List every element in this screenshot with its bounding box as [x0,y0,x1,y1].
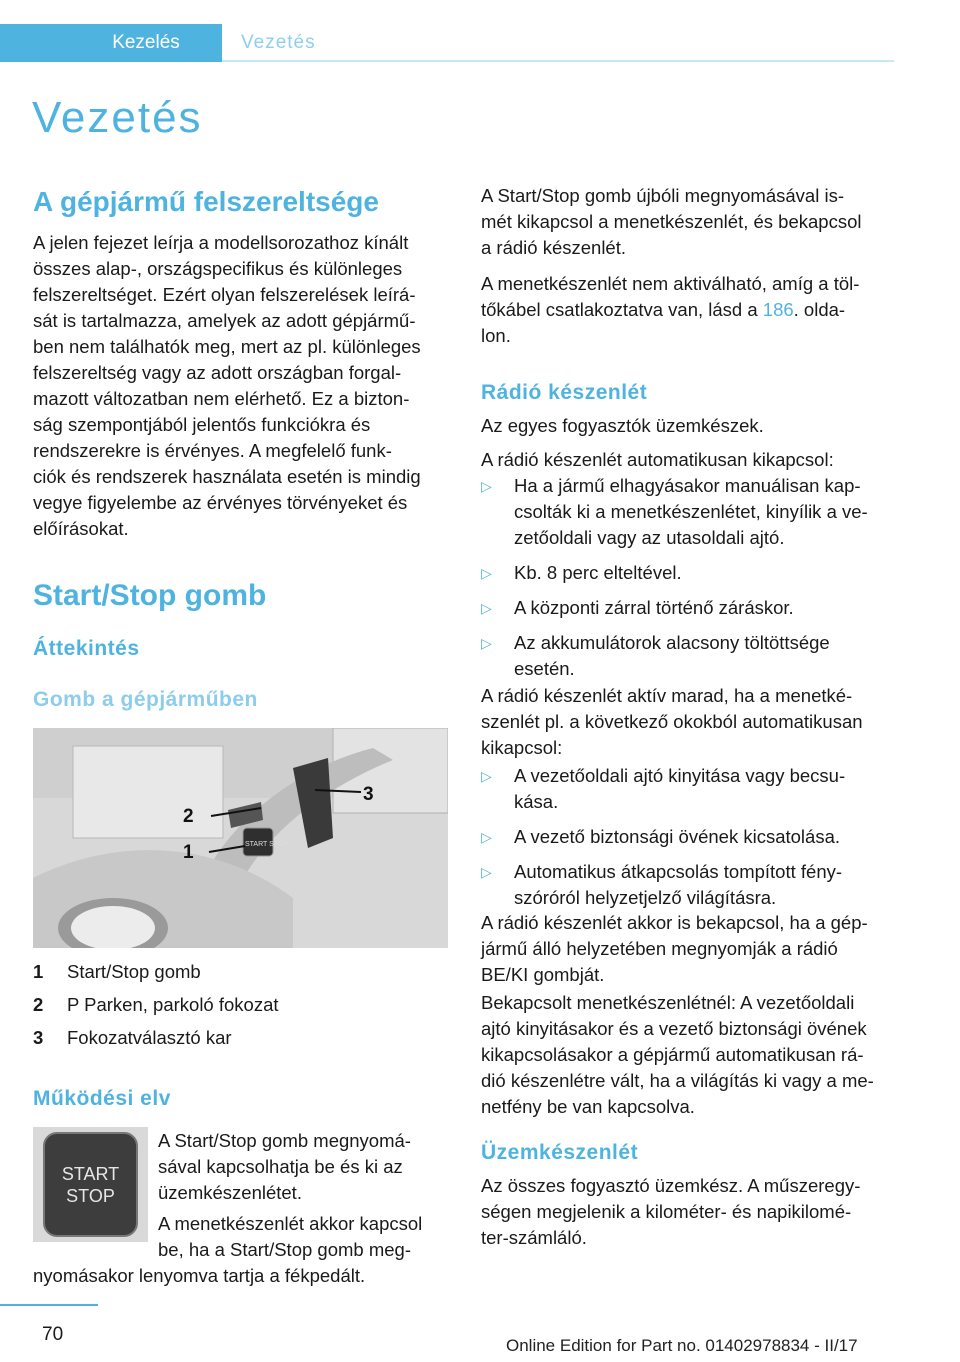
list-item: ▷ Automatikus átkapcsolás tompított fény‐ szóróról helyzetjelző világításra. [481,861,843,908]
edition-text: Online Edition for Part no. 01402978834 - II/17 [506,1336,858,1355]
radio-off-bullets [481,473,901,691]
intro-paragraph: A jelen fejezet leírja a modellsorozathoz kínált összes alap-, országspecifikus és különleges felszereltséget. Ezért olyan felszerelések leírá‐ sát is tartalmazza, amelyek az adott gépjármű‐ ben nem találhatók meg, mert az pl. különleges felszereltség vagy az adott országban forgal‐ mazott változatban nem elérhető. Ez a bizton‐ ság szempontjából jelentős funkciókra és rendszerekre is érvényes. A megfelelő funk‐ ciók és rendszerek használata esetén is mindig vegye figyelembe az érvényes törvényeket és előírásokat. [33,232,421,539]
list-item: ▷ Az akkumulátorok alacsony töltöttsége esetén. [481,632,830,679]
page-number: 70 [42,1324,64,1345]
tab-vezetes[interactable]: Vezetés [241,32,316,53]
legend-row: 3 Fokozatválasztó kar [33,1027,232,1048]
right-paragraph-1: A Start/Stop gomb újbóli megnyomásával is‐ mét kikapcsol a menetkészenlét, és bekapcsol a rádió készenlét. [481,185,862,258]
principle-paragraph-2: A menetkészenlét akkor kapcsol be, ha a Start/Stop gomb meg‐ [158,1213,423,1260]
list-item: ▷ A vezető biztonsági övének kicsatolása. [481,824,901,850]
radio-stays-bullets [481,763,901,920]
callout-1: 1 [183,842,194,863]
steering-wheel-illustration [33,728,448,948]
radio-paragraph-1: Az egyes fogyasztók üzemkészek. [481,415,764,436]
section-title-equipment: A gépjármű felszereltsége [33,186,379,217]
legend-row: 2 P Parken, parkoló fokozat [33,994,279,1015]
list-item: ▷ Kb. 8 perc elteltével. [481,560,901,586]
ready-title: Üzemkészenlét [481,1141,639,1164]
chapter-title: Vezetés [32,93,203,142]
figure-legend [33,959,448,1058]
footer-divider [0,1304,98,1306]
button-in-car-title: Gomb a gépjárműben [33,688,258,711]
list-item: ▷ A központi zárral történő záráskor. [481,595,901,621]
right-paragraph-2: A menetkészenlét nem aktiválható, amíg a töl‐ tőkábel csatlakoztatva van, lásd a 186. olda‐ lon. [481,273,860,346]
startstop-button-image [33,1127,148,1242]
principle-paragraph: A Start/Stop gomb megnyomá‐ sával kapcsolhatja be és ki az üzemkészenlétet. [158,1130,411,1203]
list-item: ▷ Ha a jármű elhagyásakor manuálisan kap‐ csolták ki a menetkészenlétet, kinyílik a ve‐ zetőoldali vagy az utasoldali ajtó. [481,475,868,548]
principle-paragraph-2-end: nyomásakor lenyomva tartja a fékpedált. [33,1265,366,1286]
triangle-bullet-icon: ▷ [481,768,492,784]
radio-paragraph-5: Bekapcsolt menetkészenlétnél: A vezetőoldali ajtó kinyitásakor és a vezető biztonsági övének kikapcsolásakor a gépjármű automatikusan rá‐ dió készenlétre vált, ha a világítás ki vagy a me‐ netfény be van kapcsolva. [481,992,874,1117]
principle-title: Működési elv [33,1087,171,1110]
legend-row: 1 Start/Stop gomb [33,961,201,982]
startstop-title: Start/Stop gomb [33,579,267,612]
button-start-text: START [61,1163,120,1184]
triangle-bullet-icon: ▷ [481,635,492,651]
list-item: ▷ A vezetőoldali ajtó kinyitása vagy becsu‐ kása. [481,765,846,812]
steering-wheel-figure [33,728,448,948]
callout-3: 3 [363,784,374,805]
radio-paragraph-3: A rádió készenlét aktív marad, ha a menetké‐ szenlét pl. a következő okokból automatikusan kikapcsol: [481,685,863,758]
triangle-bullet-icon: ▷ [481,829,492,845]
button-stop-text: STOP [66,1185,115,1206]
figure-startstop-text: START STOP [245,841,289,848]
header-divider [222,60,894,62]
triangle-bullet-icon: ▷ [481,864,492,880]
callout-2: 2 [183,806,194,827]
triangle-bullet-icon: ▷ [481,600,492,616]
overview-title: Áttekintés [33,637,140,660]
tab-kezeles[interactable]: Kezelés [0,24,222,62]
radio-paragraph-4: A rádió készenlét akkor is bekapcsol, ha a gép‐ jármű álló helyzetében megnyomják a rádió BE/KI gombját. [481,912,868,985]
page-ref-link[interactable]: 186 [762,299,794,320]
radio-standby-title: Rádió készenlét [481,381,648,404]
radio-paragraph-2: A rádió készenlét automatikusan kikapcsol: [481,449,834,470]
triangle-bullet-icon: ▷ [481,565,492,581]
ready-paragraph: Az összes fogyasztó üzemkész. A műszeregy‐ ségen megjelenik a kilométer- és napikilomé‐ ter-számláló. [481,1175,861,1248]
triangle-bullet-icon: ▷ [481,478,492,494]
